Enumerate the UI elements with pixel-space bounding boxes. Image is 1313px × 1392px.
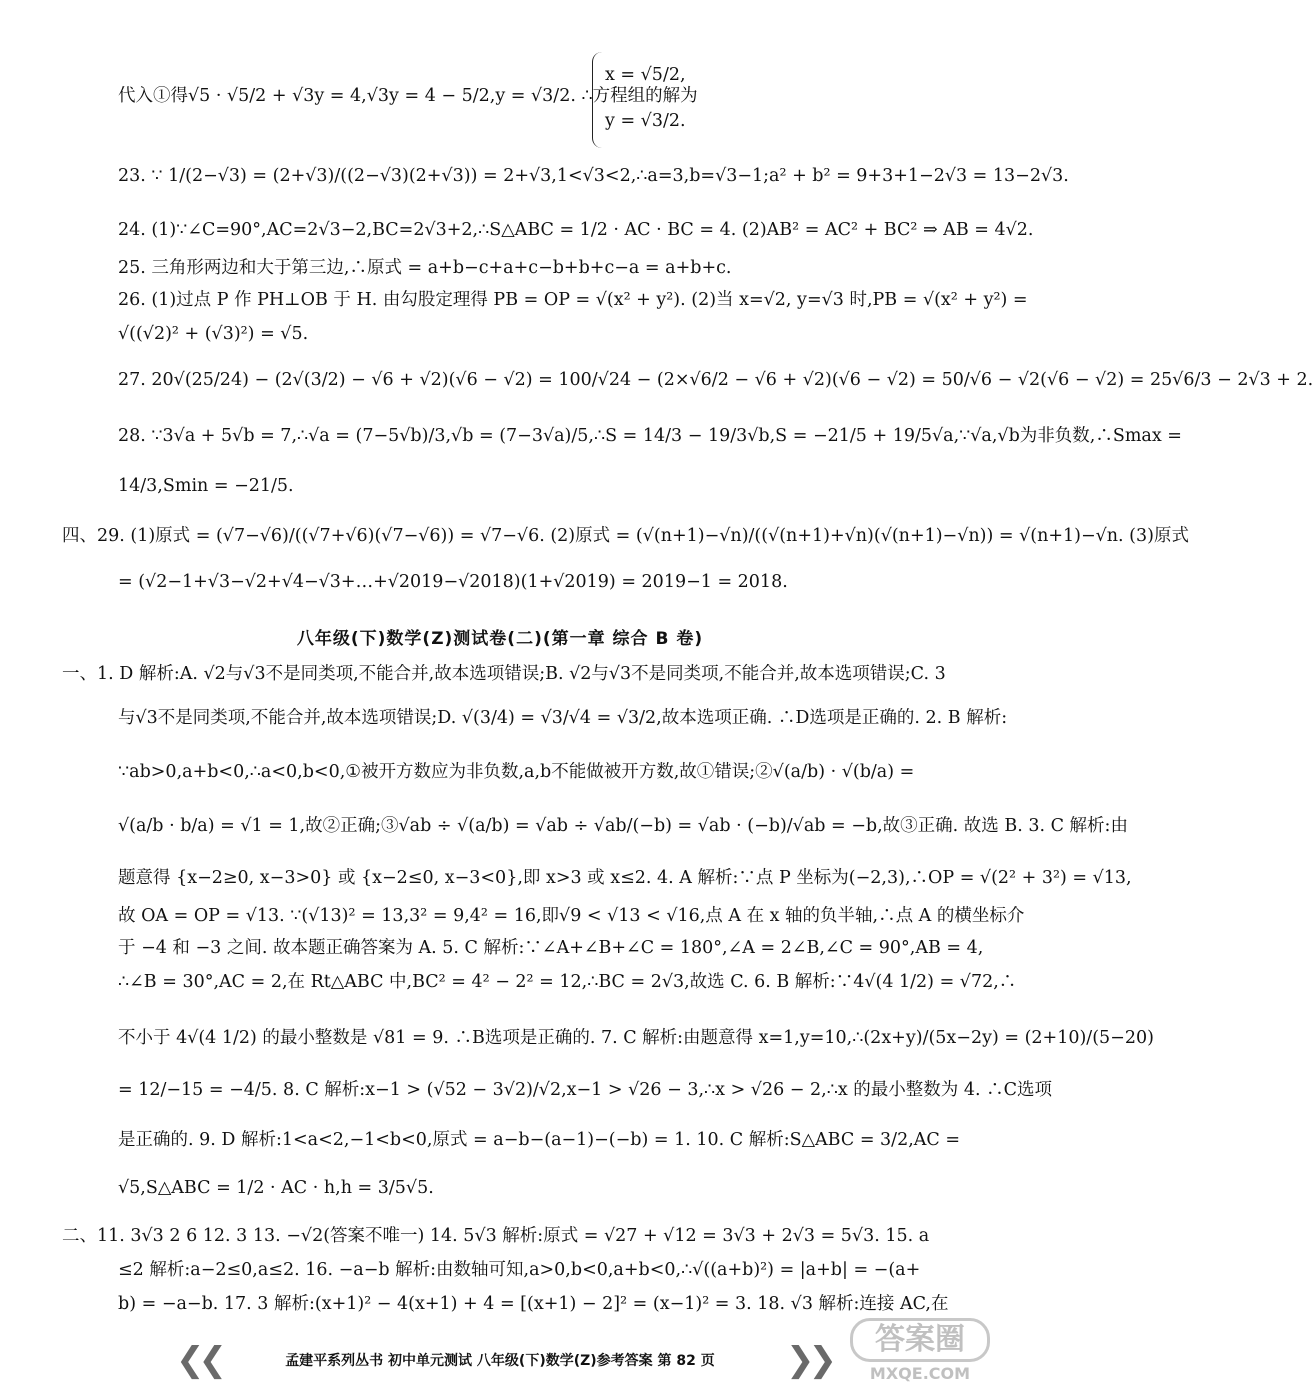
answer-line: 题意得 {x−2≥0, x−3>0} 或 {x−2≤0, x−3<0},即 x>3 或 x≤2. 4. A 解析:∵点 P 坐标为(−2,3),∴OP = √(2² + 3²) = √13,	[118, 868, 1132, 888]
answer-line: √5,S△ABC = 1/2 · AC · h,h = 3/5√5.	[118, 1178, 434, 1198]
watermark-logo-text: 答案圈	[850, 1318, 990, 1362]
answer-line: 是正确的. 9. D 解析:1<a<2,−1<b<0,原式 = a−b−(a−1)−(−b) = 1. 10. C 解析:S△ABC = 3/2,AC =	[118, 1130, 961, 1150]
solution-line: √((√2)² + (√3)²) = √5.	[118, 324, 309, 344]
system-x: x = √5/2,	[605, 65, 686, 85]
answer-line: 于 −4 和 −3 之间. 故本题正确答案为 A. 5. C 解析:∵∠A+∠B+∠C = 180°,∠A = 2∠B,∠C = 90°,AB = 4,	[118, 938, 984, 958]
solution-line: 代入①得√5 · √5/2 + √3y = 4,√3y = 4 − 5/2,y = √3/2. ∴方程组的解为	[118, 86, 698, 106]
page-footer: 孟建平系列丛书 初中单元测试 八年级(下)数学(Z)参考答案 第 82 页	[285, 1353, 715, 1369]
solution-line: 28. ∵3√a + 5√b = 7,∴√a = (7−5√b)/3,√b = (7−3√a)/5,∴S = 14/3 − 19/3√b,S = −21/5 + 19/5√a,∵√a,√b为非负数,∴Smax =	[118, 426, 1182, 446]
solution-line: 14/3,Smin = −21/5.	[118, 476, 294, 496]
solution-line: 四、29. (1)原式 = (√7−√6)/((√7+√6)(√7−√6)) = √7−√6. (2)原式 = (√(n+1)−√n)/((√(n+1)+√n)(√(n+1)−√n)) = √(n+1)−√n. (3)原式	[62, 526, 1189, 546]
system-y: y = √3/2.	[605, 111, 686, 131]
answer-line: = 12/−15 = −4/5. 8. C 解析:x−1 > (√52 − 3√2)/√2,x−1 > √26 − 3,∴x > √26 − 2,∴x 的最小整数为 4. ∴C选项	[118, 1080, 1052, 1100]
answer-line: 二、11. 3√3 2 6 12. 3 13. −√2(答案不唯一) 14. 5√3 解析:原式 = √27 + √12 = 3√3 + 2√3 = 5√3. 15. a	[62, 1226, 930, 1246]
answer-line: 与√3不是同类项,不能合并,故本选项错误;D. √(3/4) = √3/√4 = √3/2,故本选项正确. ∴D选项是正确的. 2. B 解析:	[118, 708, 1008, 728]
chevron-left-icon: ❮❮	[176, 1340, 221, 1380]
answer-line: 故 OA = OP = √13. ∵(√13)² = 13,3² = 9,4² = 16,即√9 < √13 < √16,点 A 在 x 轴的负半轴,∴点 A 的横坐标介	[118, 906, 1025, 926]
chevron-right-icon: ❯❯	[786, 1340, 831, 1380]
answer-line: b) = −a−b. 17. 3 解析:(x+1)² − 4(x+1) + 4 = [(x+1) − 2]² = (x−1)² = 3. 18. √3 解析:连接 AC,在	[118, 1294, 949, 1314]
solution-line: 24. (1)∵∠C=90°,AC=2√3−2,BC=2√3+2,∴S△ABC = 1/2 · AC · BC = 4. (2)AB² = AC² + BC² ⇒ AB = 4√2.	[118, 220, 1034, 240]
watermark-logo	[850, 1318, 990, 1388]
watermark-url: MXQE.COM	[869, 1364, 971, 1383]
solution-line: 26. (1)过点 P 作 PH⊥OB 于 H. 由勾股定理得 PB = OP = √(x² + y²). (2)当 x=√2, y=√3 时,PB = √(x² + y²) =	[118, 290, 1028, 310]
answer-line: 一、1. D 解析:A. √2与√3不是同类项,不能合并,故本选项错误;B. √2与√3不是同类项,不能合并,故本选项错误;C. 3	[62, 664, 946, 684]
equation-system	[592, 52, 725, 148]
answer-line: √(a/b · b/a) = √1 = 1,故②正确;③√ab ÷ √(a/b) = √ab ÷ √ab/(−b) = √ab · (−b)/√ab = −b,故③正确. 故选 B. 3. C 解析:由	[118, 816, 1128, 836]
answer-line: ≤2 解析:a−2≤0,a≤2. 16. −a−b 解析:由数轴可知,a>0,b<0,a+b<0,∴√((a+b)²) = |a+b| = −(a+	[118, 1260, 921, 1280]
answer-line: ∵ab>0,a+b<0,∴a<0,b<0,①被开方数应为非负数,a,b不能做被开方数,故①错误;②√(a/b) · √(b/a) =	[118, 762, 915, 782]
section-title: 八年级(下)数学(Z)测试卷(二)(第一章 综合 B 卷)	[296, 629, 704, 649]
answer-line: 不小于 4√(4 1/2) 的最小整数是 √81 = 9. ∴B选项是正确的. 7. C 解析:由题意得 x=1,y=10,∴(2x+y)/(5x−2y) = (2+10)/(5−20)	[118, 1028, 1154, 1048]
solution-line: 23. ∵ 1/(2−√3) = (2+√3)/((2−√3)(2+√3)) = 2+√3,1<√3<2,∴a=3,b=√3−1;a² + b² = 9+3+1−2√3 = 13−2√3.	[118, 166, 1069, 186]
solution-line: 25. 三角形两边和大于第三边,∴原式 = a+b−c+a+c−b+b+c−a = a+b+c.	[118, 258, 732, 278]
solution-line: 27. 20√(25/24) − (2√(3/2) − √6 + √2)(√6 − √2) = 100/√24 − (2×√6/2 − √6 + √2)(√6 − √2) = 50/√6 − √2(√6 − √2) = 25√6/3 − 2√3 + 2.	[118, 370, 1313, 390]
solution-line: = (√2−1+√3−√2+√4−√3+…+√2019−√2018)(1+√2019) = 2019−1 = 2018.	[118, 572, 788, 592]
answer-line: ∴∠B = 30°,AC = 2,在 Rt△ABC 中,BC² = 4² − 2² = 12,∴BC = 2√3,故选 C. 6. B 解析:∵4√(4 1/2) = √72,∴	[118, 972, 1017, 992]
